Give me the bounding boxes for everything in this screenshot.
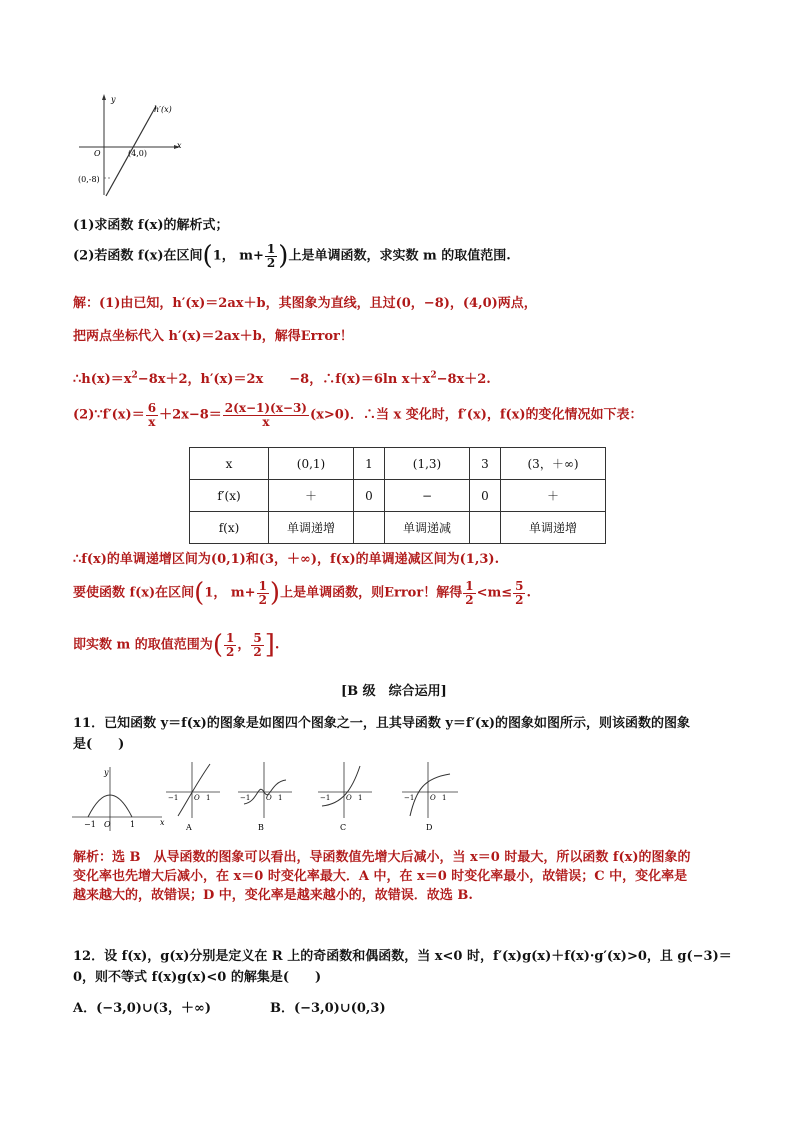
l6a: 要使函数 f(x)在区间	[73, 585, 195, 601]
x-label: x	[160, 818, 165, 827]
question-part-1: (1)求函数 f(x)的解析式；	[73, 218, 229, 233]
minus-one-label: −1	[404, 794, 415, 802]
q2-post: 上是单调函数，求实数 m 的取值范围.	[288, 248, 511, 264]
option-b-svg	[236, 760, 296, 834]
option-c-label: C	[340, 823, 347, 832]
table-cell: 单调递增	[501, 512, 606, 544]
option-a-label: A	[186, 823, 192, 832]
analysis-line-3: 越来越大的，故错误；D 中，变化率是越来越小的，故错误．故选 B.	[73, 888, 473, 903]
option-graph-d[interactable]	[400, 760, 462, 838]
f1n: 6	[147, 401, 157, 415]
l7a: 即实数 m 的取值范围为	[73, 637, 213, 653]
fan: 1	[465, 579, 474, 593]
analysis-text-1: 选 B 从导函数的图象可以看出，导函数值先增大后减小，当 x＝0 时最大，所以函数 f(x)的图象的	[112, 850, 691, 865]
solution-line-7	[73, 630, 280, 661]
derivative-graph-svg	[72, 765, 170, 833]
solution-line-5: ∴f(x)的单调递增区间为(0,1)和(3，＋∞)，f(x)的单调递减区间为(1,3).	[73, 552, 500, 567]
solution-label: 解：	[73, 296, 100, 311]
frac-5-2	[513, 580, 525, 606]
y-axis-arrow	[102, 94, 106, 100]
l4a: (2)∵f′(x)＝	[73, 407, 145, 423]
option-a-svg	[164, 760, 224, 834]
close-bracket: ]	[264, 630, 275, 661]
table-cell: 1	[354, 448, 385, 480]
one-label: 1	[278, 794, 283, 802]
l3b: −8x＋2，h′(x)＝2x	[137, 372, 264, 387]
table-cell: −	[385, 480, 470, 512]
q2-interval: 1， m+	[212, 248, 264, 264]
minus-one-label: −1	[168, 794, 179, 802]
sq2: 2	[430, 370, 437, 381]
table-row	[190, 512, 606, 544]
one-label: 1	[130, 820, 136, 829]
section-heading: [B 级 综合运用]	[341, 684, 447, 699]
option-graph-c[interactable]	[316, 760, 376, 838]
table-cell: 0	[470, 480, 501, 512]
l7e: .	[274, 637, 280, 653]
f2n: 2(x−1)(x−3)	[224, 401, 307, 415]
table-cell: (1,3)	[385, 448, 470, 480]
n: 1	[225, 631, 235, 645]
minus-one-label: −1	[240, 794, 251, 802]
table-cell	[470, 512, 501, 544]
l6e: .	[526, 585, 532, 601]
q2-fraction	[265, 243, 277, 269]
point-a-label: (4,0)	[128, 149, 147, 158]
origin-label: O	[346, 794, 352, 802]
close-paren: )	[269, 578, 281, 609]
l4c: (x>0)．∴当 x 变化时，f′(x)，f(x)的变化情况如下表：	[309, 407, 643, 423]
solution-line-6	[73, 578, 532, 609]
table-cell: (0,1)	[269, 448, 354, 480]
y-label: y	[104, 768, 109, 777]
q2-pre: (2)若函数 f(x)在区间	[73, 248, 203, 264]
q11-line-1: 11．已知函数 y＝f(x)的图象是如图四个图象之一，且其导函数 y＝f′(x)的图象如图所示，则该函数的图象	[73, 716, 690, 731]
q11-line-2: 是( )	[73, 737, 125, 752]
curve-label: h′(x)	[154, 105, 172, 114]
frac-half	[257, 580, 269, 606]
frac-num: 1	[266, 242, 276, 256]
question-part-2	[73, 241, 511, 272]
solution-line-4	[73, 402, 643, 428]
origin-label: O	[94, 149, 101, 158]
open-paren: (	[212, 630, 223, 661]
frac-derivative	[223, 402, 309, 428]
d: 2	[253, 644, 262, 659]
fbn: 5	[515, 579, 524, 593]
table-cell: 3	[470, 448, 501, 480]
q12-line-1: 12．设 f(x)，g(x)分别是定义在 R 上的奇函数和偶函数，当 x<0 时，f′(x)g(x)＋f(x)·g′(x)>0，且 g(−3)＝	[73, 949, 732, 964]
n: 5	[253, 631, 262, 645]
table-cell: (3，＋∞)	[501, 448, 606, 480]
q12-line-2: 0，则不等式 f(x)g(x)<0 的解集是( )	[73, 970, 322, 985]
origin-label: O	[104, 820, 111, 829]
table-row	[190, 448, 606, 480]
minus-one-label: −1	[84, 820, 96, 829]
l3a: ∴h(x)＝x	[73, 372, 132, 387]
frac-1-2	[463, 580, 475, 606]
one-label: 1	[442, 794, 447, 802]
sep: ，	[237, 637, 251, 653]
variation-table	[189, 447, 606, 544]
origin-label: O	[194, 794, 200, 802]
q12-option-a[interactable]: A．(−3,0)∪(3，＋∞)	[73, 1001, 211, 1016]
x-axis-label: x	[177, 141, 182, 150]
table-cell: 0	[354, 480, 385, 512]
minus-one-label: −1	[320, 794, 331, 802]
derivative-graph	[72, 765, 170, 837]
l6c: 上是单调函数，则Error！解得	[280, 585, 463, 601]
l6d: <m≤	[476, 585, 513, 601]
analysis-line-1	[73, 846, 691, 865]
l6b: 1， m+	[204, 585, 256, 601]
frac-6-x	[146, 402, 158, 428]
table-row	[190, 480, 606, 512]
l3d: −8x＋2.	[436, 372, 491, 387]
derivative-line-graph	[74, 90, 194, 200]
y-axis-label: y	[111, 95, 116, 104]
option-graph-a[interactable]	[164, 760, 224, 838]
l3c: −8，∴f(x)＝6ln x＋x	[289, 372, 431, 387]
solution-text-1: (1)由已知，h′(x)＝2ax＋b，其图象为直线，且过(0，−8)，(4,0)两点，	[99, 296, 537, 311]
solution-line-2: 把两点坐标代入 h′(x)＝2ax＋b，解得Error！	[73, 329, 353, 344]
solution-line-3	[73, 368, 491, 387]
fbd: 2	[515, 592, 524, 607]
table-cell: ＋	[501, 480, 606, 512]
option-c-svg	[316, 760, 376, 834]
analysis-line-2: 变化率也先增大后减小，在 x＝0 时变化率最大．A 中，在 x＝0 时变化率最小，故错误；C 中，变化率是	[73, 869, 688, 884]
table-cell	[354, 512, 385, 544]
table-cell: 单调递减	[385, 512, 470, 544]
analysis-label: 解析：	[73, 850, 113, 865]
option-b-label: B	[258, 823, 264, 832]
solution-line-1	[73, 292, 537, 311]
fd: 2	[258, 592, 267, 607]
table-cell: f′(x)	[190, 480, 269, 512]
f2d: x	[262, 414, 270, 429]
open-paren: (	[194, 578, 205, 609]
l4b: ＋2x−8＝	[159, 407, 222, 423]
option-graph-b[interactable]	[236, 760, 296, 838]
sq1: 2	[131, 370, 138, 381]
frac-5-2	[251, 632, 263, 658]
table-cell: 单调递增	[269, 512, 354, 544]
close-paren: )	[278, 241, 289, 272]
d: 2	[225, 644, 235, 659]
fad: 2	[465, 592, 474, 607]
frac-1-2	[224, 632, 236, 658]
q12-option-b[interactable]: B．(−3,0)∪(0,3)	[270, 1001, 386, 1016]
frac-den: 2	[266, 255, 276, 270]
one-label: 1	[206, 794, 211, 802]
one-label: 1	[358, 794, 363, 802]
table-cell: x	[190, 448, 269, 480]
table-cell: ＋	[269, 480, 354, 512]
f1d: x	[148, 414, 156, 429]
graph-svg	[74, 90, 194, 200]
option-d-label: D	[426, 823, 433, 832]
origin-label: O	[430, 794, 436, 802]
point-b-label: (0,-8)	[78, 175, 100, 184]
option-d-svg	[400, 760, 462, 834]
fn: 1	[258, 579, 267, 593]
table-cell: f(x)	[190, 512, 269, 544]
origin-label: O	[266, 794, 272, 802]
open-paren: (	[202, 241, 213, 272]
